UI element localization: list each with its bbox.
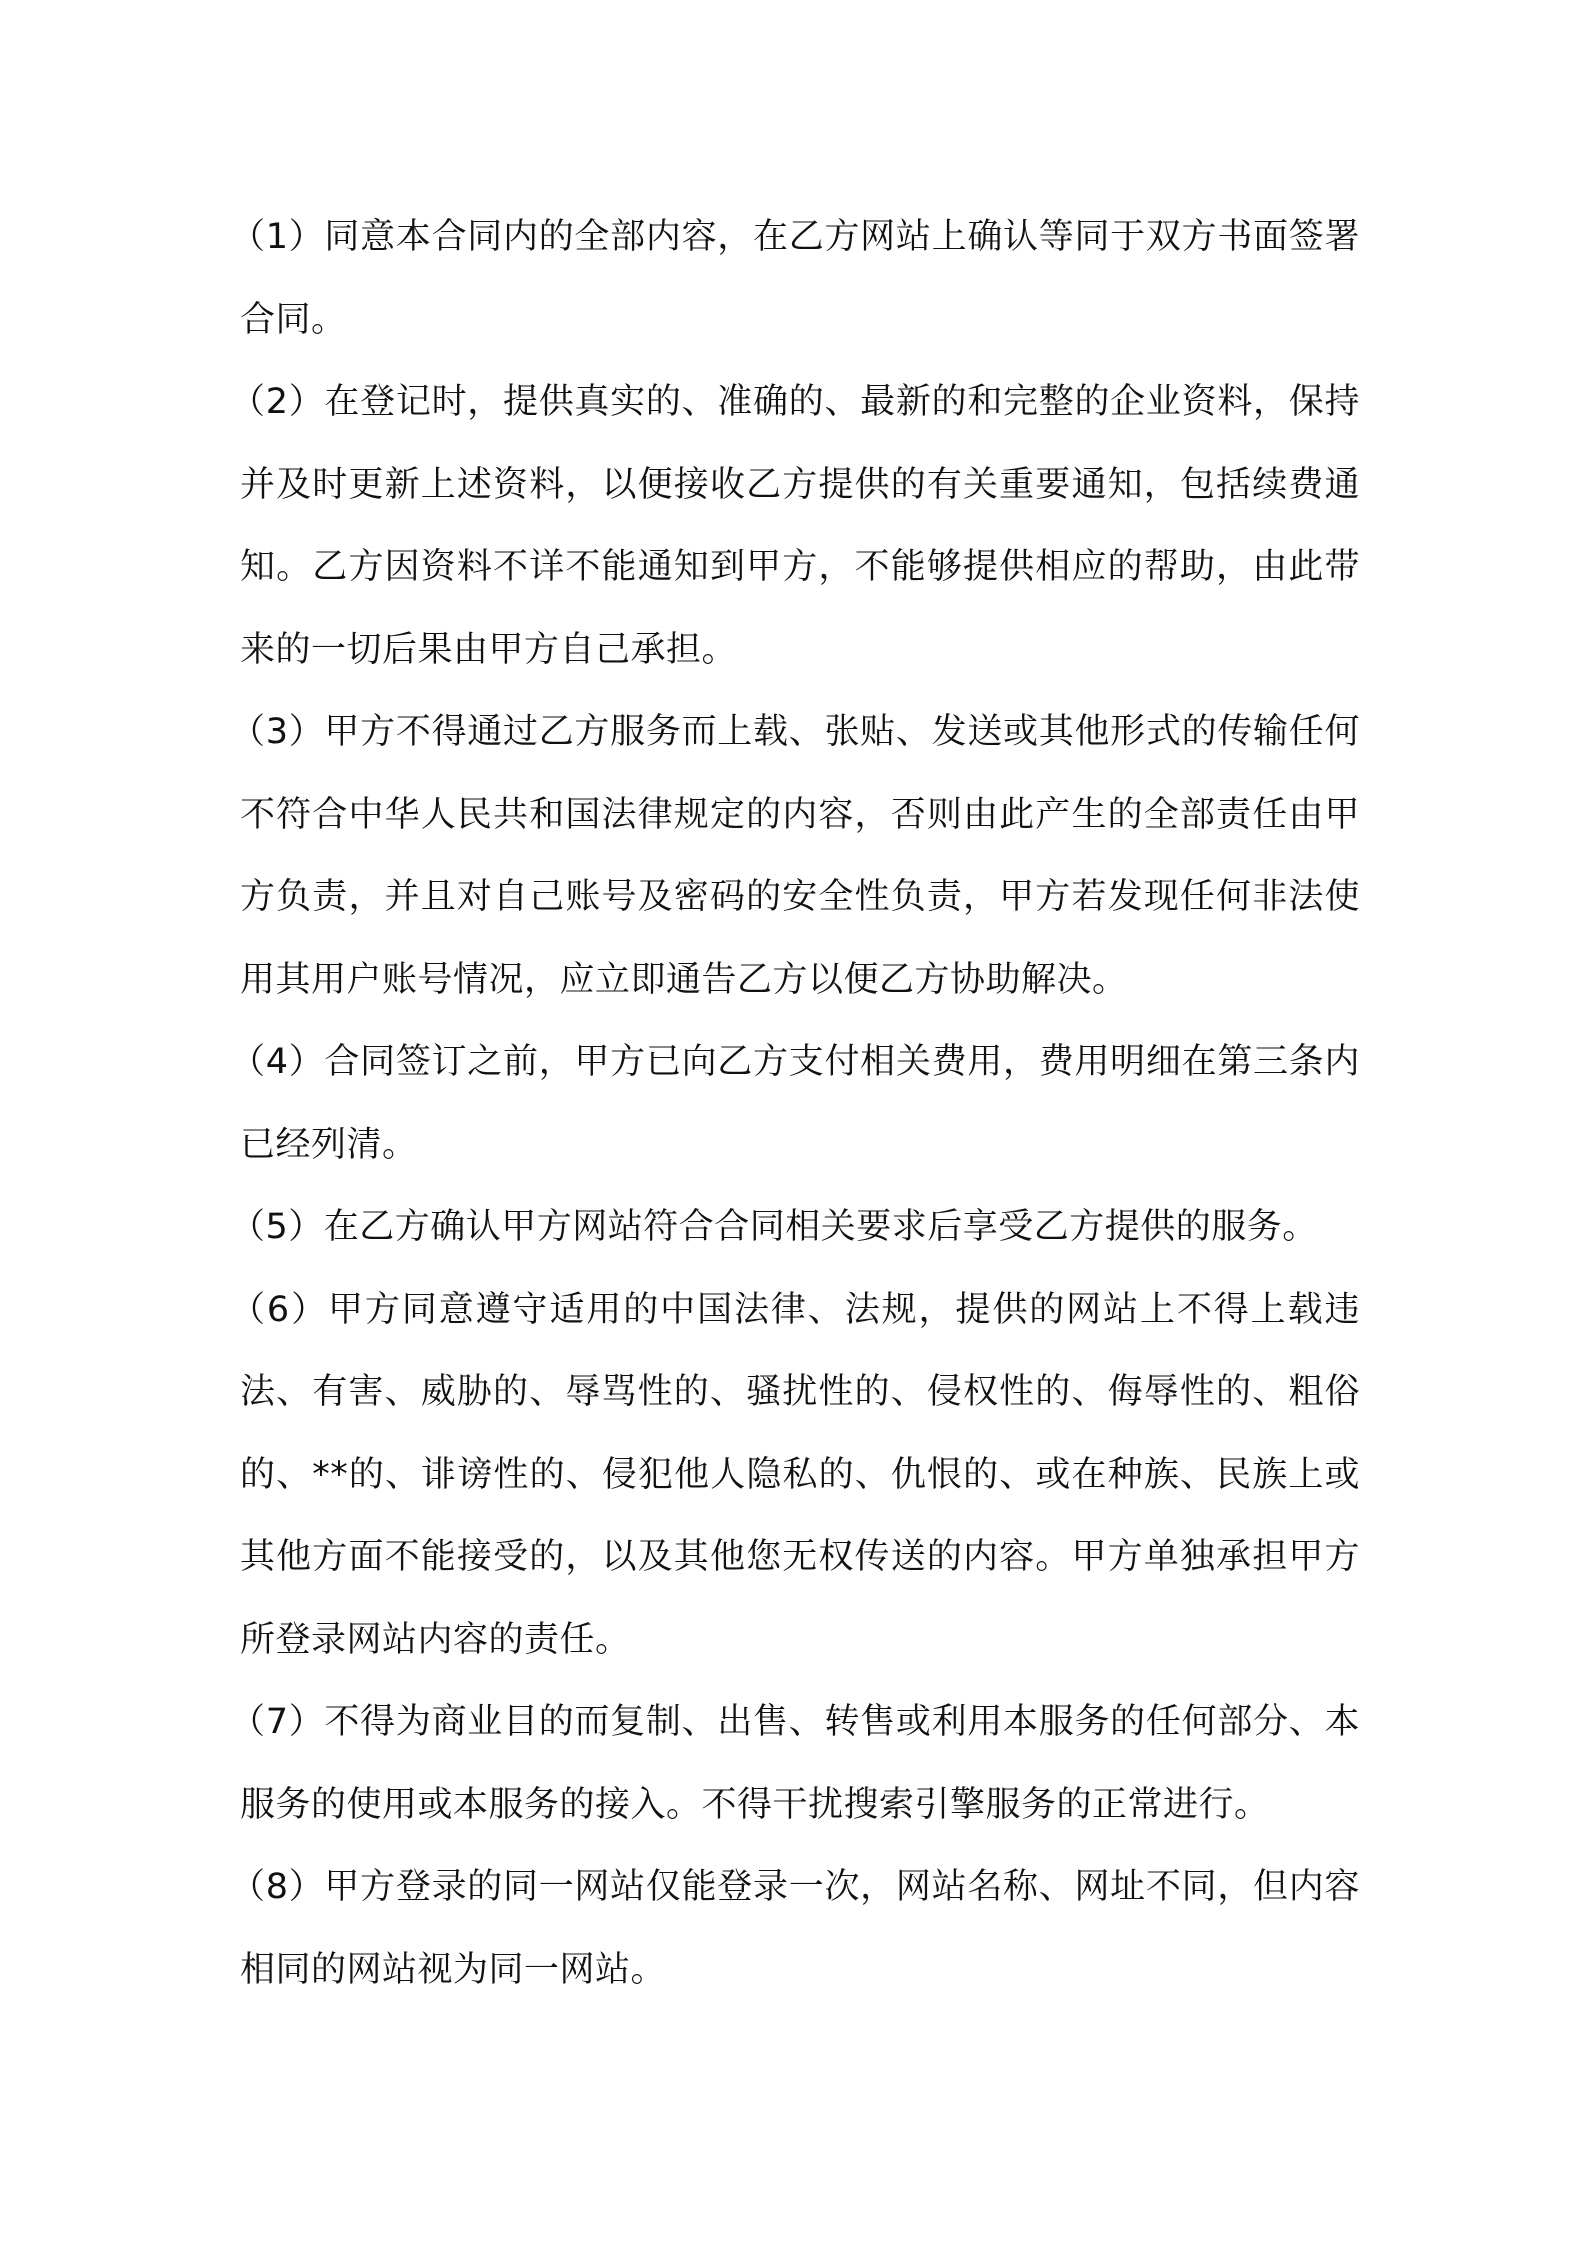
clause-text: 在乙方确认甲方网站符合合同相关要求后享受乙方提供的服务。 (323, 1207, 1318, 1247)
clause-4 (230, 1021, 1360, 1186)
clause-number: （3） (230, 712, 325, 752)
clause-5 (230, 1186, 1360, 1269)
clause-number: （1） (230, 217, 325, 257)
clause-text: 甲方同意遵守适用的中国法律、法规，提供的网站上不得上载违法、有害、威胁的、辱骂性的、骚扰性的、侵权性的、侮辱性的、粗俗的、**的、诽谤性的、侵犯他人隐私的、仇恨的、或在种族、民族上或其他方面不能接受的，以及其他您无权传送的内容。甲方单独承担甲方所登录网站内容的责任。 (240, 1289, 1360, 1660)
clause-2 (230, 361, 1360, 691)
clause-number: （4） (230, 1042, 325, 1082)
clause-1 (230, 196, 1360, 361)
clause-number: （2） (230, 382, 325, 422)
clause-text: 甲方登录的同一网站仅能登录一次，网站名称、网址不同，但内容相同的网站视为同一网站。 (240, 1867, 1360, 1990)
clause-text: 不得为商业目的而复制、出售、转售或利用本服务的任何部分、本服务的使用或本服务的接入。不得干扰搜索引擎服务的正常进行。 (240, 1702, 1360, 1825)
contract-clauses (230, 196, 1360, 2011)
clause-7 (230, 1681, 1360, 1846)
clause-6 (230, 1269, 1360, 1682)
clause-3 (230, 691, 1360, 1021)
clause-text: 合同签订之前，甲方已向乙方支付相关费用，费用明细在第三条内已经列清。 (240, 1042, 1360, 1165)
clause-number: （8） (230, 1867, 325, 1907)
clause-text: 在登记时，提供真实的、准确的、最新的和完整的企业资料，保持并及时更新上述资料，以便接收乙方提供的有关重要通知，包括续费通知。乙方因资料不详不能通知到甲方，不能够提供相应的帮助，由此带来的一切后果由甲方自己承担。 (240, 382, 1360, 670)
clause-number: （6） (230, 1289, 328, 1330)
clause-number: （7） (230, 1702, 325, 1742)
clause-8 (230, 1846, 1360, 2011)
clause-number: （5） (230, 1207, 324, 1247)
clause-text: 甲方不得通过乙方服务而上载、张贴、发送或其他形式的传输任何不符合中华人民共和国法律规定的内容，否则由此产生的全部责任由甲方负责，并且对自己账号及密码的安全性负责，甲方若发现任何非法使用其用户账号情况，应立即通告乙方以便乙方协助解决。 (240, 712, 1360, 1000)
clause-text: 同意本合同内的全部内容，在乙方网站上确认等同于双方书面签署合同。 (240, 217, 1360, 340)
